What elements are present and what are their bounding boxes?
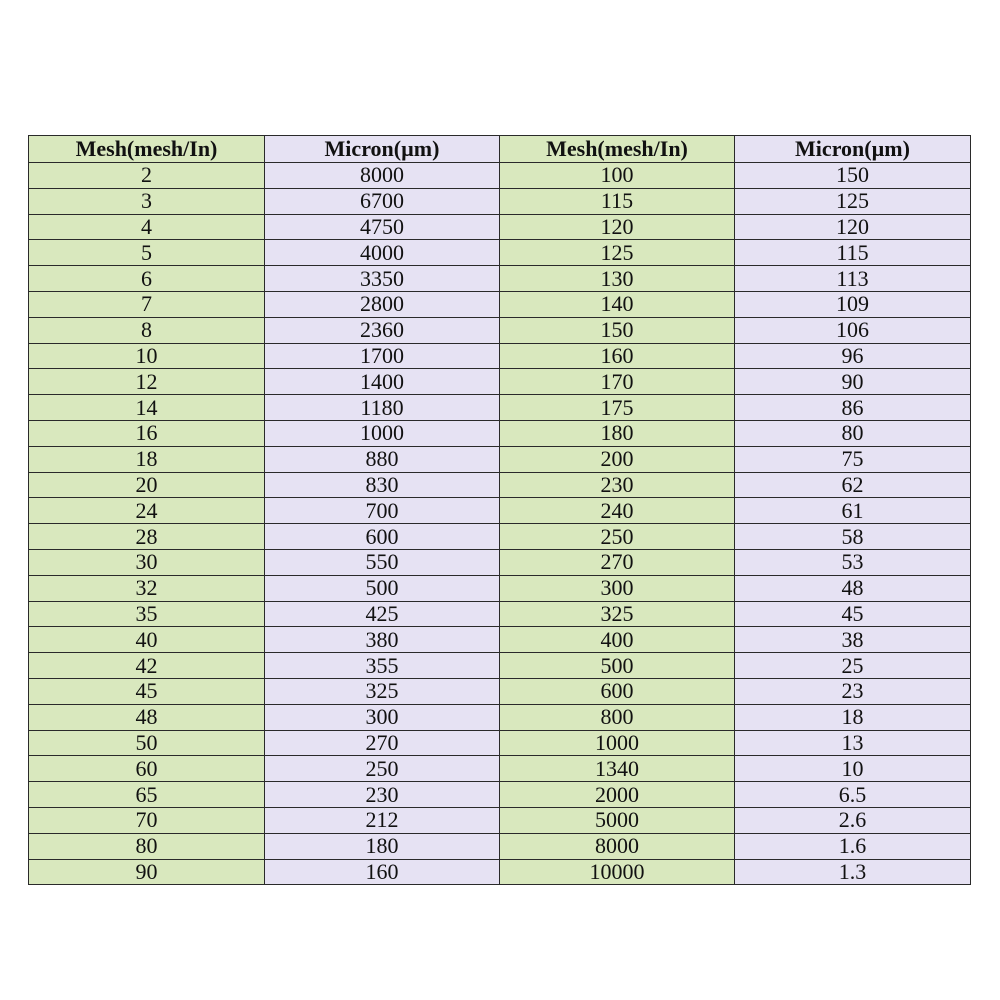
cell-micron-right: 18 xyxy=(735,704,971,730)
cell-micron-left: 8000 xyxy=(265,163,500,189)
cell-micron-left: 6700 xyxy=(265,188,500,214)
cell-mesh-left: 35 xyxy=(29,601,265,627)
header-row xyxy=(29,136,971,163)
table-row xyxy=(29,163,971,189)
cell-mesh-left: 6 xyxy=(29,266,265,292)
table-row xyxy=(29,807,971,833)
cell-mesh-left: 50 xyxy=(29,730,265,756)
cell-micron-left: 700 xyxy=(265,498,500,524)
cell-mesh-left: 14 xyxy=(29,395,265,421)
cell-micron-right: 58 xyxy=(735,524,971,550)
cell-micron-right: 6.5 xyxy=(735,782,971,808)
cell-micron-right: 53 xyxy=(735,549,971,575)
cell-mesh-left: 60 xyxy=(29,756,265,782)
cell-mesh-right: 140 xyxy=(500,291,735,317)
table-row xyxy=(29,782,971,808)
cell-mesh-right: 240 xyxy=(500,498,735,524)
cell-mesh-right: 270 xyxy=(500,549,735,575)
table-row xyxy=(29,549,971,575)
cell-micron-left: 4750 xyxy=(265,214,500,240)
cell-mesh-right: 2000 xyxy=(500,782,735,808)
cell-mesh-left: 42 xyxy=(29,653,265,679)
cell-micron-right: 80 xyxy=(735,420,971,446)
cell-micron-right: 48 xyxy=(735,575,971,601)
cell-micron-right: 109 xyxy=(735,291,971,317)
table-row xyxy=(29,395,971,421)
table-row xyxy=(29,704,971,730)
cell-mesh-left: 12 xyxy=(29,369,265,395)
cell-micron-left: 355 xyxy=(265,653,500,679)
cell-micron-right: 62 xyxy=(735,472,971,498)
cell-micron-left: 1700 xyxy=(265,343,500,369)
table-row xyxy=(29,678,971,704)
cell-micron-left: 425 xyxy=(265,601,500,627)
cell-mesh-right: 160 xyxy=(500,343,735,369)
table-row xyxy=(29,575,971,601)
cell-micron-right: 45 xyxy=(735,601,971,627)
cell-micron-right: 113 xyxy=(735,266,971,292)
cell-mesh-right: 325 xyxy=(500,601,735,627)
table-row xyxy=(29,833,971,859)
cell-mesh-left: 90 xyxy=(29,859,265,885)
cell-micron-left: 830 xyxy=(265,472,500,498)
cell-mesh-right: 130 xyxy=(500,266,735,292)
cell-mesh-left: 3 xyxy=(29,188,265,214)
cell-mesh-right: 250 xyxy=(500,524,735,550)
table-row xyxy=(29,214,971,240)
cell-mesh-left: 18 xyxy=(29,446,265,472)
cell-micron-right: 125 xyxy=(735,188,971,214)
cell-micron-left: 2800 xyxy=(265,291,500,317)
cell-micron-right: 1.3 xyxy=(735,859,971,885)
table-row xyxy=(29,756,971,782)
mesh-micron-table xyxy=(28,135,971,885)
cell-mesh-left: 4 xyxy=(29,214,265,240)
header-micron-right: Micron(µm) xyxy=(735,136,971,163)
cell-micron-right: 86 xyxy=(735,395,971,421)
cell-mesh-left: 30 xyxy=(29,549,265,575)
table-body xyxy=(29,163,971,885)
cell-mesh-left: 65 xyxy=(29,782,265,808)
cell-mesh-right: 600 xyxy=(500,678,735,704)
cell-micron-left: 325 xyxy=(265,678,500,704)
cell-mesh-right: 115 xyxy=(500,188,735,214)
cell-mesh-right: 150 xyxy=(500,317,735,343)
table-row xyxy=(29,343,971,369)
cell-mesh-left: 40 xyxy=(29,627,265,653)
cell-mesh-right: 800 xyxy=(500,704,735,730)
cell-mesh-right: 230 xyxy=(500,472,735,498)
cell-mesh-left: 20 xyxy=(29,472,265,498)
cell-mesh-right: 8000 xyxy=(500,833,735,859)
cell-micron-right: 75 xyxy=(735,446,971,472)
cell-micron-right: 2.6 xyxy=(735,807,971,833)
cell-micron-left: 300 xyxy=(265,704,500,730)
table-row xyxy=(29,446,971,472)
cell-mesh-left: 45 xyxy=(29,678,265,704)
cell-mesh-right: 10000 xyxy=(500,859,735,885)
cell-mesh-right: 1340 xyxy=(500,756,735,782)
cell-micron-left: 4000 xyxy=(265,240,500,266)
cell-mesh-right: 120 xyxy=(500,214,735,240)
cell-micron-right: 96 xyxy=(735,343,971,369)
cell-mesh-left: 24 xyxy=(29,498,265,524)
cell-mesh-right: 500 xyxy=(500,653,735,679)
cell-micron-right: 150 xyxy=(735,163,971,189)
table-row xyxy=(29,317,971,343)
cell-micron-right: 23 xyxy=(735,678,971,704)
cell-micron-left: 600 xyxy=(265,524,500,550)
table-row xyxy=(29,266,971,292)
table-row xyxy=(29,369,971,395)
cell-micron-left: 250 xyxy=(265,756,500,782)
cell-mesh-left: 32 xyxy=(29,575,265,601)
header-mesh-right: Mesh(mesh/In) xyxy=(500,136,735,163)
cell-micron-left: 1180 xyxy=(265,395,500,421)
cell-micron-right: 25 xyxy=(735,653,971,679)
table-row xyxy=(29,291,971,317)
cell-mesh-left: 8 xyxy=(29,317,265,343)
cell-mesh-right: 180 xyxy=(500,420,735,446)
cell-micron-right: 13 xyxy=(735,730,971,756)
cell-mesh-left: 2 xyxy=(29,163,265,189)
header-micron-left: Micron(µm) xyxy=(265,136,500,163)
cell-micron-left: 160 xyxy=(265,859,500,885)
cell-mesh-right: 400 xyxy=(500,627,735,653)
cell-mesh-left: 48 xyxy=(29,704,265,730)
cell-micron-right: 10 xyxy=(735,756,971,782)
cell-mesh-left: 80 xyxy=(29,833,265,859)
table-row xyxy=(29,188,971,214)
cell-mesh-left: 16 xyxy=(29,420,265,446)
table-row xyxy=(29,627,971,653)
cell-micron-right: 90 xyxy=(735,369,971,395)
table-row xyxy=(29,730,971,756)
cell-mesh-left: 10 xyxy=(29,343,265,369)
table-row xyxy=(29,420,971,446)
table-row xyxy=(29,524,971,550)
cell-mesh-left: 70 xyxy=(29,807,265,833)
cell-micron-left: 550 xyxy=(265,549,500,575)
cell-micron-left: 2360 xyxy=(265,317,500,343)
mesh-micron-sheet xyxy=(28,135,970,885)
cell-micron-left: 270 xyxy=(265,730,500,756)
header-mesh-left: Mesh(mesh/In) xyxy=(29,136,265,163)
cell-micron-right: 106 xyxy=(735,317,971,343)
cell-micron-left: 500 xyxy=(265,575,500,601)
table-row xyxy=(29,653,971,679)
cell-mesh-right: 170 xyxy=(500,369,735,395)
cell-mesh-right: 200 xyxy=(500,446,735,472)
table-row xyxy=(29,601,971,627)
cell-micron-left: 230 xyxy=(265,782,500,808)
cell-micron-left: 380 xyxy=(265,627,500,653)
table-row xyxy=(29,472,971,498)
cell-mesh-right: 100 xyxy=(500,163,735,189)
cell-micron-left: 3350 xyxy=(265,266,500,292)
cell-micron-right: 38 xyxy=(735,627,971,653)
cell-micron-right: 120 xyxy=(735,214,971,240)
table-row xyxy=(29,859,971,885)
cell-micron-left: 180 xyxy=(265,833,500,859)
table-row xyxy=(29,498,971,524)
cell-mesh-left: 7 xyxy=(29,291,265,317)
cell-micron-left: 880 xyxy=(265,446,500,472)
cell-mesh-right: 175 xyxy=(500,395,735,421)
cell-mesh-left: 28 xyxy=(29,524,265,550)
table-row xyxy=(29,240,971,266)
cell-micron-right: 61 xyxy=(735,498,971,524)
cell-mesh-right: 1000 xyxy=(500,730,735,756)
cell-micron-left: 1000 xyxy=(265,420,500,446)
cell-mesh-right: 5000 xyxy=(500,807,735,833)
cell-micron-right: 1.6 xyxy=(735,833,971,859)
cell-micron-left: 212 xyxy=(265,807,500,833)
cell-mesh-left: 5 xyxy=(29,240,265,266)
cell-micron-left: 1400 xyxy=(265,369,500,395)
cell-mesh-right: 125 xyxy=(500,240,735,266)
cell-micron-right: 115 xyxy=(735,240,971,266)
cell-mesh-right: 300 xyxy=(500,575,735,601)
